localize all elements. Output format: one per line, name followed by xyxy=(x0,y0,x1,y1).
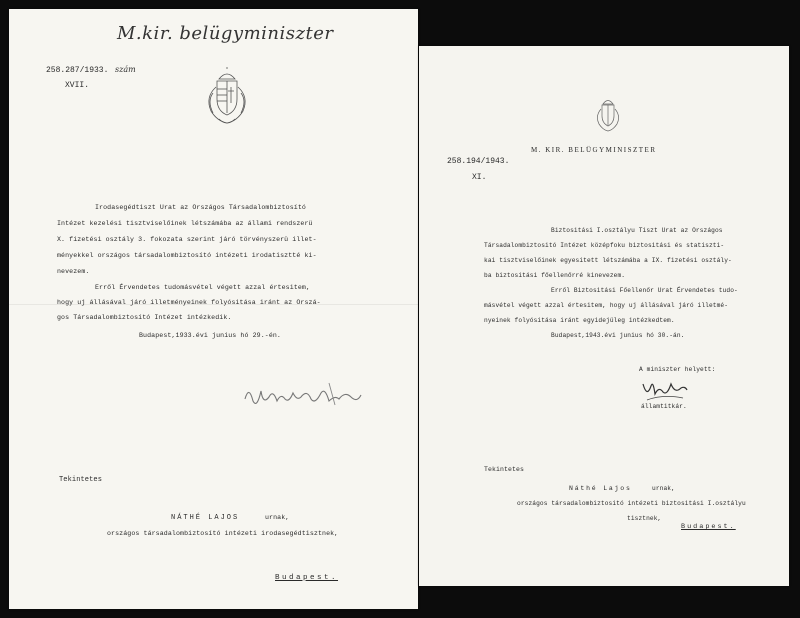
reference-suffix: szám xyxy=(115,65,136,74)
recipient-title: tisztnek, xyxy=(627,515,662,522)
body-line: hogy uj állásával járó illetményeinek folyósitása iránt az Orszá- xyxy=(57,299,321,306)
reference-section: XI. xyxy=(472,173,487,182)
coat-of-arms-icon xyxy=(201,67,253,129)
body-line: ba biztositási főellenőrré kinevezem. xyxy=(484,272,626,279)
body-line: nevezem. xyxy=(57,268,90,275)
recipient-title: országos társadalombiztosító intézeti irodasegédtisztnek, xyxy=(107,530,339,537)
recipient-name: NÁTHÉ LAJOS xyxy=(171,514,240,522)
signature-icon xyxy=(239,379,369,415)
reference-section: XVII. xyxy=(65,81,90,90)
salutation: Tekintetes xyxy=(484,466,525,473)
coat-of-arms-icon xyxy=(593,96,623,134)
body-line: Erről Érvendetes tudomásvétel végett azzal értesitem, xyxy=(95,284,311,291)
body-line: Erről Biztositási Főellenőr Urat Érvendetes tudo- xyxy=(551,287,738,294)
city: Budapest. xyxy=(275,574,339,582)
reference-number: 258.287/1933. xyxy=(46,66,109,75)
recipient-name: Náthé Lajos xyxy=(569,485,632,492)
body-line: Irodasegédtiszt Urat az Országos Társadalombiztosító xyxy=(95,204,306,211)
signer-title: államtitkár. xyxy=(641,403,687,410)
body-line: nyeinek folyósitása iránt egyidejüleg intézkedtem. xyxy=(484,317,675,324)
reference-number: 258.194/1943. xyxy=(447,157,510,166)
letterhead: M. KIR. BELÜGYMINISZTER xyxy=(531,146,657,154)
body-line: X. fizetési osztály 3. fokozata szerint járó törvényszerü illet- xyxy=(57,236,317,243)
signature-icon xyxy=(639,376,689,404)
date-line: Budapest,1933.évi junius hó 29.-én. xyxy=(139,332,281,339)
recipient-title: országos társadalombiztositó intézeti biztositási I.osztályu xyxy=(517,500,746,507)
body-line: kai tisztviselőinek egyesitett létszámába a IX. fizetési osztály- xyxy=(484,257,732,264)
letter-1933 xyxy=(9,9,418,609)
body-line: Intézet kezelési tisztviselőinek létszámába az állami rendszerü xyxy=(57,220,313,227)
recipient-name-suffix: urnak, xyxy=(265,514,290,521)
body-line: ményekkel országos társadalombiztosító intézeti irodatisztté ki- xyxy=(57,252,317,259)
recipient-name-suffix: urnak, xyxy=(652,485,675,492)
letterhead: M.kir. belügyminiszter xyxy=(117,23,334,44)
letter-1943 xyxy=(419,46,789,586)
body-line: Társadalombiztositó Intézet középfoku biztositási és statiszti- xyxy=(484,242,725,249)
body-line: gos Társadalombiztosító Intézet intézkedik. xyxy=(57,314,232,321)
date-line: Budapest,1943.évi junius hó 30.-án. xyxy=(551,332,685,339)
body-line: Biztositási I.osztályu Tiszt Urat az Országos xyxy=(551,227,723,234)
salutation: Tekintetes xyxy=(59,476,103,484)
deputy-line: A miniszter helyett: xyxy=(639,366,716,373)
city: Budapest. xyxy=(681,523,736,531)
body-line: másvétel végett azzal értesitem, hogy uj állásával járó illetmé- xyxy=(484,302,729,309)
